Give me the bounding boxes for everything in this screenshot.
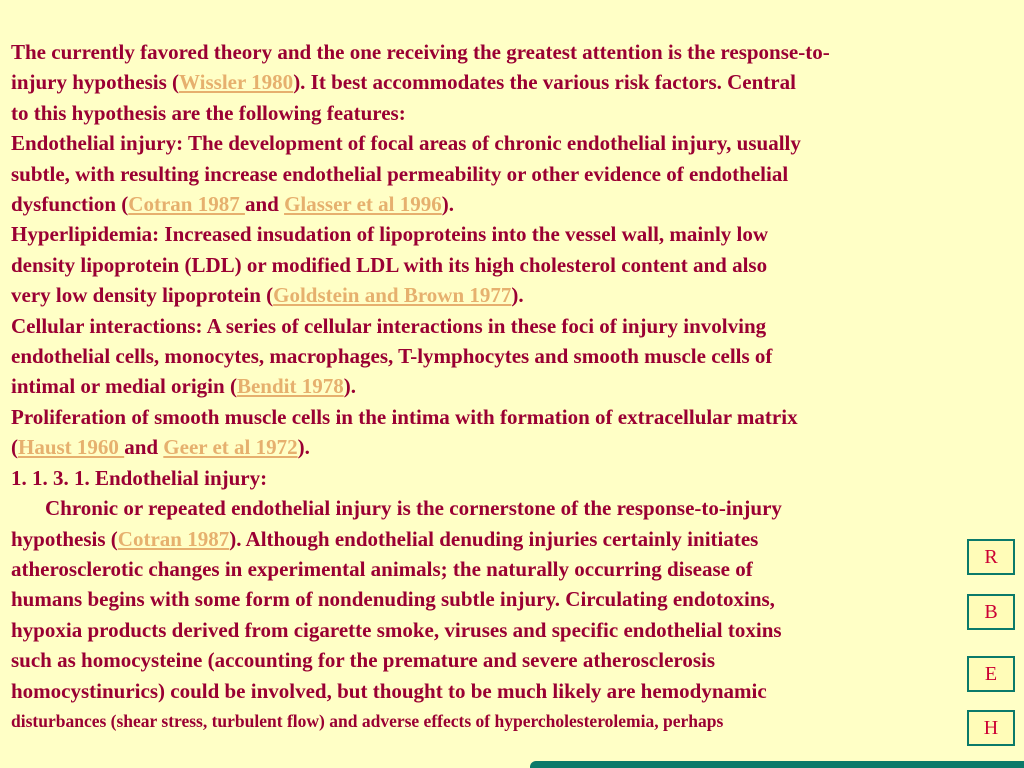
text-line	[11, 402, 1011, 432]
text-segment: dysfunction (	[11, 192, 129, 217]
text-segment: atherosclerotic changes in experimental animals; the naturally occurring disease of	[11, 556, 753, 581]
text-segment: Hyperlipidemia: Increased insudation of lipoproteins into the vessel wall, mainly low	[11, 222, 769, 247]
text-line	[11, 189, 1011, 219]
text-segment: density lipoprotein (LDL) or modified LDL with its high cholesterol content and also	[11, 252, 768, 277]
text-segment: intimal or medial origin (	[11, 374, 237, 399]
text-segment: very low density lipoprotein (	[11, 283, 274, 308]
article-body	[11, 37, 1011, 736]
citation-link[interactable]: Wissler 1980	[179, 70, 294, 95]
text-segment: Cellular interactions: A series of cellular interactions in these foci of injury involving	[11, 313, 767, 338]
text-line	[11, 98, 1011, 128]
text-line	[11, 706, 1011, 736]
text-segment: to this hypothesis are the following features:	[11, 100, 406, 125]
text-line	[11, 311, 1011, 341]
bottom-decoration-bar	[530, 761, 1024, 768]
text-line	[11, 584, 1011, 614]
text-segment: hypoxia products derived from cigarette smoke, viruses and specific endothelial toxins	[11, 617, 782, 642]
text-segment: Chronic or repeated endothelial injury is the cornerstone of the response-to-injury	[45, 496, 782, 521]
text-segment: disturbances (shear stress, turbulent flow) and adverse effects of hypercholesterolemia, perhaps	[11, 710, 724, 731]
text-line	[11, 371, 1011, 401]
text-segment: Proliferation of smooth muscle cells in the intima with formation of extracellular matrix	[11, 404, 798, 429]
text-segment: The currently favored theory and the one receiving the greatest attention is the response-to-	[11, 40, 830, 64]
text-line	[11, 219, 1011, 249]
text-segment: injury hypothesis (	[11, 70, 180, 95]
citation-link[interactable]: Cotran 1987	[117, 526, 230, 551]
text-segment: humans begins with some form of nondenuding subtle injury. Circulating endotoxins,	[11, 587, 775, 612]
text-line	[11, 615, 1011, 645]
text-line	[11, 128, 1011, 158]
citation-link[interactable]: Haust 1960	[18, 435, 125, 460]
text-segment: and	[124, 435, 164, 460]
nav-button-e[interactable]: E	[967, 656, 1015, 692]
text-line	[11, 432, 1011, 462]
text-segment: ).	[297, 435, 310, 460]
text-line	[11, 67, 1011, 97]
citation-link[interactable]: Geer et al 1972	[163, 435, 298, 460]
text-segment: (	[11, 435, 18, 460]
text-segment: hypothesis (	[11, 526, 118, 551]
nav-button-r[interactable]: R	[967, 539, 1015, 575]
text-segment: and	[244, 192, 285, 217]
text-segment: such as homocysteine (accounting for the premature and severe atherosclerosis	[11, 648, 716, 673]
text-line	[11, 493, 1011, 523]
text-segment: Endothelial injury: The development of focal areas of chronic endothelial injury, usually	[11, 131, 801, 156]
citation-link[interactable]: Glasser et al 1996	[284, 192, 442, 217]
text-line	[11, 676, 1011, 706]
text-line	[11, 554, 1011, 584]
text-segment: ). It best accommodates the various risk factors. Central	[293, 70, 796, 95]
text-line	[11, 37, 1011, 67]
text-segment: ). Although endothelial denuding injuries certainly initiates	[229, 526, 759, 551]
text-line	[11, 159, 1011, 189]
text-segment: subtle, with resulting increase endothelial permeability or other evidence of endothelial	[11, 161, 789, 186]
nav-button-h[interactable]: H	[967, 710, 1015, 746]
text-line	[11, 280, 1011, 310]
text-segment: ).	[343, 374, 356, 399]
text-line	[11, 645, 1011, 675]
citation-link[interactable]: Cotran 1987	[128, 192, 245, 217]
text-line	[11, 524, 1011, 554]
text-segment: ).	[441, 192, 454, 217]
citation-link[interactable]: Bendit 1978	[236, 374, 344, 399]
nav-button-b[interactable]: B	[967, 594, 1015, 630]
text-segment: ).	[511, 283, 524, 308]
citation-link[interactable]: Goldstein and Brown 1977	[273, 283, 512, 308]
text-line	[11, 463, 1011, 493]
text-line	[11, 250, 1011, 280]
text-line	[11, 341, 1011, 371]
text-segment: 1. 1. 3. 1. Endothelial injury:	[11, 465, 268, 490]
text-segment: homocystinurics) could be involved, but thought to be much likely are hemodynamic	[11, 678, 767, 703]
text-segment: endothelial cells, monocytes, macrophages, T-lymphocytes and smooth muscle cells of	[11, 344, 773, 369]
